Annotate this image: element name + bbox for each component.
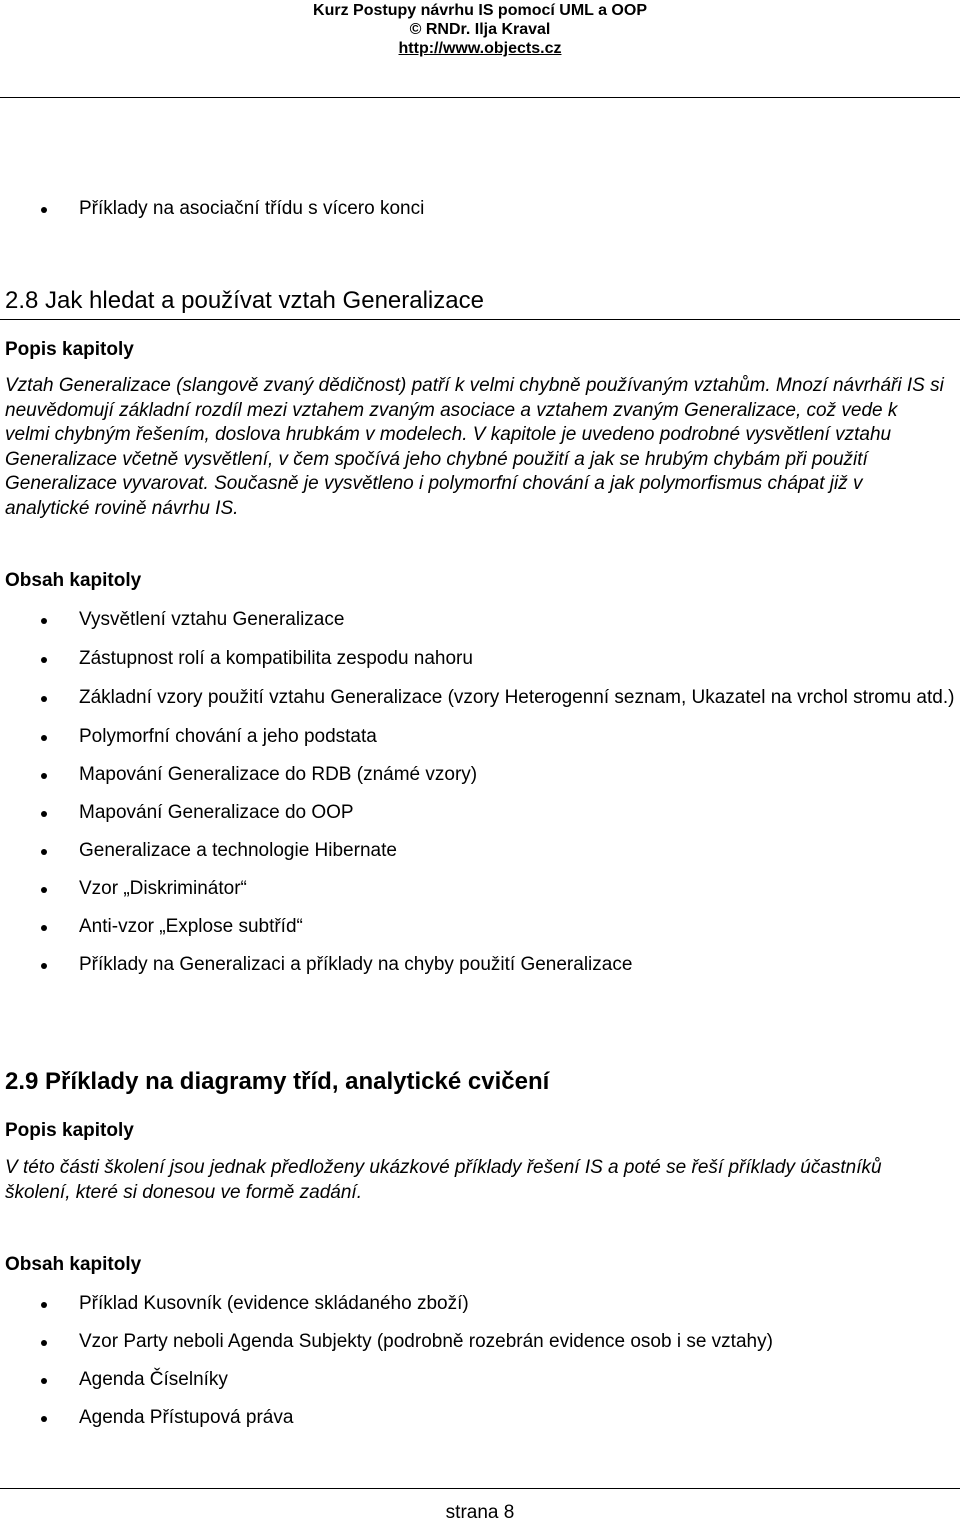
header-rule	[0, 97, 960, 98]
popis-text: V této části školení jsou jednak předloženy ukázkové příklady řešení IS a poté se řeší příklady účastníků školení, které si donesou ve formě zadání.	[5, 1157, 882, 1203]
bullet-icon	[41, 963, 47, 969]
obsah-heading: Obsah kapitoly	[5, 1254, 142, 1275]
list-item: Agenda Číselníky	[5, 1369, 955, 1391]
list-item: Příklady na asociační třídu s vícero konci	[5, 198, 955, 220]
bullet-icon	[41, 696, 47, 702]
list-item: Anti-vzor „Explose subtříd“	[5, 916, 955, 938]
obsah-heading: Obsah kapitoly	[5, 570, 142, 591]
section-heading-2-9	[5, 1068, 549, 1096]
bullet-icon	[41, 1340, 47, 1346]
popis-heading: Popis kapitoly	[5, 1120, 134, 1141]
bullet-icon	[41, 887, 47, 893]
list-item: Generalizace a technologie Hibernate	[5, 840, 955, 862]
bullet-icon	[41, 925, 47, 931]
bullet-icon	[41, 1378, 47, 1384]
list-item: Mapování Generalizace do RDB (známé vzory)	[5, 764, 955, 786]
list-item: Mapování Generalizace do OOP	[5, 802, 955, 824]
list-item: Příklady na Generalizaci a příklady na chyby použití Generalizace	[5, 954, 955, 976]
list-item: Základní vzory použití vztahu Generalizace (vzory Heterogenní seznam, Ukazatel na vrchol stromu atd.)	[5, 687, 955, 709]
bullet-icon	[41, 1302, 47, 1308]
top-list	[5, 198, 955, 220]
bullet-icon	[41, 657, 47, 663]
list-item: Agenda Přístupová práva	[5, 1407, 955, 1429]
section-heading-2-8: 2.8 Jak hledat a používat vztah Generalizace	[5, 287, 484, 314]
footer-rule	[0, 1488, 960, 1489]
obsah-list-2-9	[5, 1293, 955, 1429]
bullet-icon	[41, 849, 47, 855]
popis-text: Vztah Generalizace (slangově zvaný dědičnost) patří k velmi chybně používaným vztahům. Mnozí návrháři IS si neuvědomují základní rozdíl mezi vztahem zvaným asociace a vztahem zvaným Generalizace, což vede k velmi chybným řešením, doslova hrubkám v modelech. V kapitole je uvedeno podrobné vysvětlení vztahu Generalizace včetně vysvětlení, v čem spočívá jeho chybné použití a jak se hrubým chybám při použití Generalizace vyvarovat. Současně je vysvětleno i polymorfní chování a jak polymorfismus chápat již v analytické rovině návrhu IS.	[5, 375, 944, 519]
popis-heading: Popis kapitoly	[5, 339, 134, 360]
website-link[interactable]: http://www.objects.cz	[398, 40, 562, 57]
page-header	[0, 0, 960, 58]
bullet-icon	[41, 773, 47, 779]
section-number: 2.9	[5, 1068, 39, 1095]
author: © RNDr. Ilja Kraval	[409, 21, 551, 38]
section-title: Příklady na diagramy tříd, analytické cvičení	[45, 1068, 550, 1095]
list-item: Příklad Kusovník (evidence skládaného zboží)	[5, 1293, 955, 1315]
list-item: Zástupnost rolí a kompatibilita zespodu nahoru	[5, 648, 955, 670]
bullet-icon	[41, 207, 47, 213]
bullet-icon	[41, 1416, 47, 1422]
bullet-icon	[41, 618, 47, 624]
section-rule-2-8	[0, 319, 960, 320]
page-number: strana 8	[445, 1502, 515, 1523]
bullet-icon	[41, 735, 47, 741]
list-item: Polymorfní chování a jeho podstata	[5, 726, 955, 748]
course-title: Kurz Postupy návrhu IS pomocí UML a OOP	[313, 2, 647, 19]
bullet-icon	[41, 811, 47, 817]
obsah-list-2-8	[5, 609, 955, 976]
list-item: Vysvětlení vztahu Generalizace	[5, 609, 955, 631]
list-item: Vzor Party neboli Agenda Subjekty (podrobně rozebrán evidence osob i se vztahy)	[5, 1331, 955, 1353]
list-item: Vzor „Diskriminátor“	[5, 878, 955, 900]
